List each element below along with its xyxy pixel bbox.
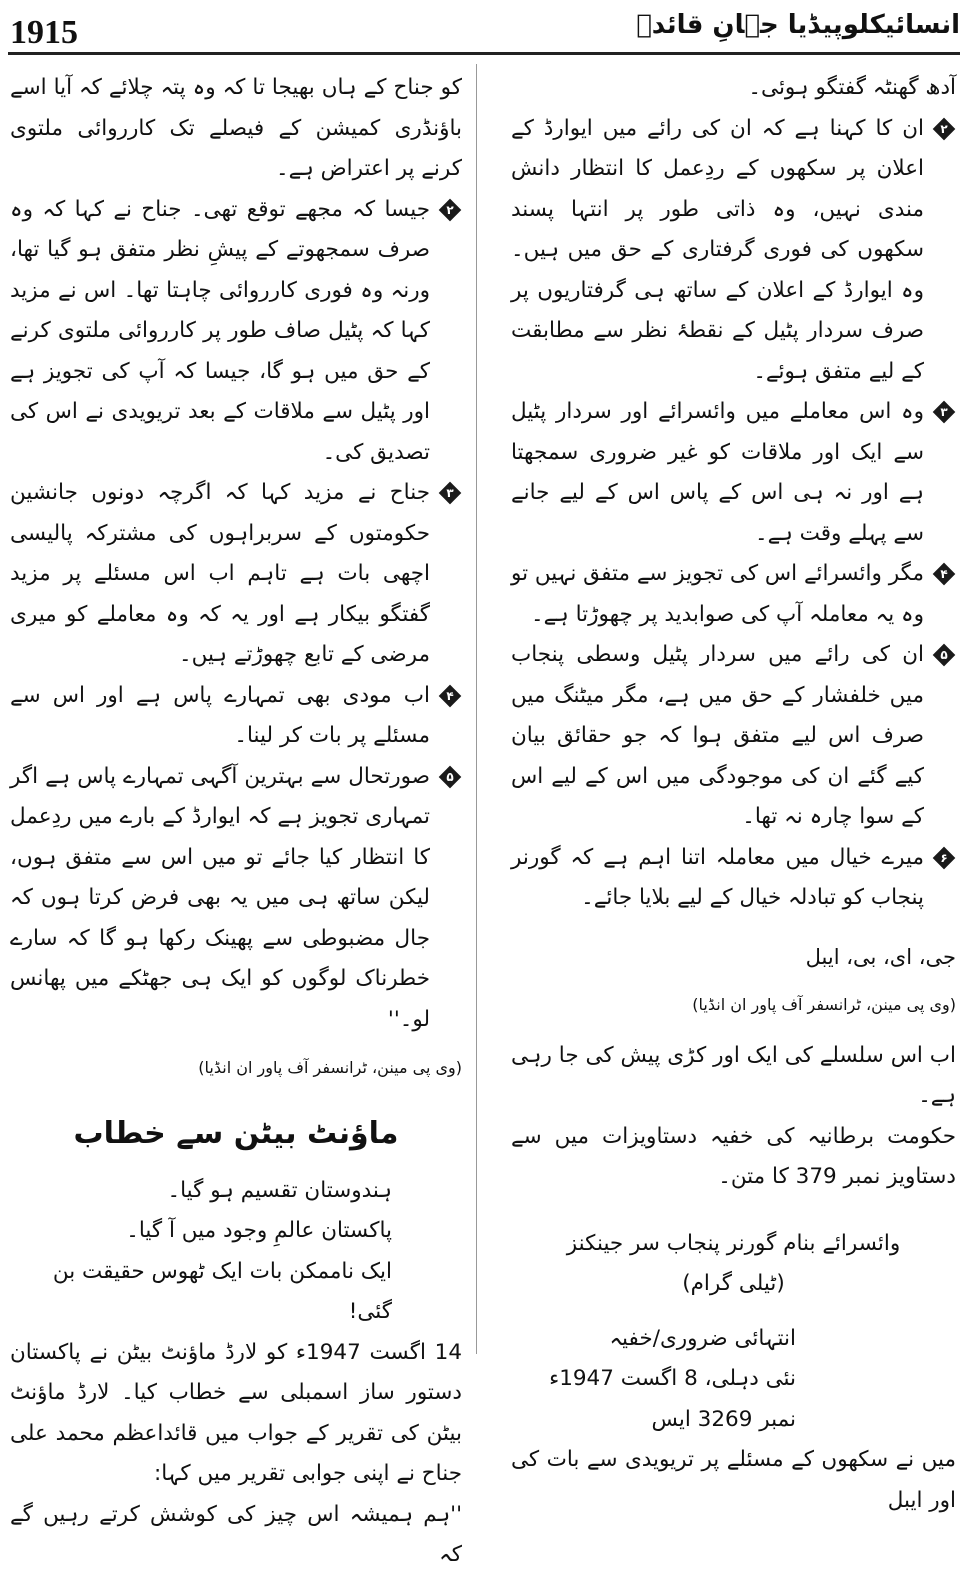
memo-place-date: نئی دہلی، 8 اگست 1947ء	[549, 1366, 796, 1391]
page-number: 1915	[10, 14, 78, 51]
bullet-number-icon: ۳	[438, 481, 462, 505]
column-divider	[476, 64, 477, 1354]
page-header	[0, 0, 968, 58]
verse-line: ایک ناممکن بات ایک ٹھوس حقیقت بن گئی!	[52, 1258, 392, 1324]
signature: جی، ای، بی، ایبل	[805, 944, 956, 969]
paragraph-text: ان کا کہنا ہے کہ ان کی رائے میں ایوارڈ کے اعلان پر سکھوں کے ردِعمل کا انتظار دانش مندی نہیں، وہ ذاتی طور پر انتہا پسند سکھوں کی فوری گرفتاری کے حق میں ہیں۔ وہ ایوارڈ کے اعلان کے ساتھ ہی گرفتاریوں پر صرف سردار پٹیل کے نقطۂ نظر سے مطابقت کے لیے متفق ہوئے۔	[511, 115, 924, 384]
bullet-number-icon: ۴	[932, 562, 956, 586]
book-title: انسائیکلوپیڈیا جہانِ قائدؒ	[636, 10, 960, 40]
paragraph: میں نے سکھوں کے مسئلے پر تریویدی سے بات کی اور ایبل	[511, 1447, 956, 1513]
paragraph: 14 اگست 1947ء کو لارڈ ماؤنٹ بیٹن نے پاکستان دستور ساز اسمبلی سے خطاب کیا۔ لارڈ ماؤنٹ بیٹن کی تقریر کے جواب میں قائداعظم محمد علی جناح نے اپنی جوابی تقریر میں کہا:	[10, 1339, 462, 1486]
memo-classification: انتہائی ضروری/خفیہ	[609, 1325, 796, 1351]
numbered-paragraph	[10, 473, 462, 676]
numbered-paragraph	[511, 392, 956, 554]
numbered-paragraph	[10, 190, 462, 474]
bullet-number-icon: ۲	[438, 198, 462, 222]
bullet-number-icon: ۲	[932, 117, 956, 141]
bullet-number-icon: ۳	[932, 400, 956, 424]
memo-number: نمبر 3269 ایس	[651, 1406, 796, 1432]
left-column	[10, 68, 462, 1576]
paragraph-text: صورتحال سے بہترین آگہی تمہارے پاس ہے اگر تمہاری تجویز ہے کہ ایوارڈ کے بارے میں ردِعمل کا انتظار کیا جائے تو میں اس سے متفق ہوں، لیکن ساتھ ہی میں یہ بھی فرض کرتا ہوں کہ جال مضبوطی سے پھینک رکھا ہو گا کہ سارے خطرناک لوگوں کو ایک ہی جھٹکے میں پھانس لو۔''	[10, 763, 430, 1032]
memo-subtitle: (ٹیلی گرام)	[682, 1271, 785, 1296]
quote-paragraph: ''ہم ہمیشہ اس چیز کی کوشش کرتے رہیں گے کہ	[10, 1501, 462, 1567]
paragraph-text: وہ اس معاملے میں وائسرائے اور سردار پٹیل سے ایک اور ملاقات کو غیر ضروری سمجھتا ہے اور نہ ہی اس کے پاس اس کے لیے جانے سے پہلے وقت ہے۔	[511, 399, 924, 546]
numbered-paragraph	[511, 109, 956, 393]
paragraph-text: اب مودی بھی تمہارے پاس ہے اور اس سے مسئلے پر بات کر لینا۔	[10, 682, 430, 748]
paragraph-text: جیسا کہ مجھے توقع تھی۔ جناح نے کہا کہ وہ صرف سمجھوتے کے پیشِ نظر متفق ہو گیا تھا، ورنہ وہ فوری کارروائی چاہتا تھا۔ اس نے مزید کہا کہ پٹیل صاف طور پر کارروائی ملتوی کرنے کے حق میں ہو گا، جیسا کہ آپ کی تجویز ہے اور پٹیل سے ملاقات کے بعد تریویدی نے اس کی تصدیق کی۔	[10, 196, 430, 465]
memo-title: وائسرائے بنام گورنر پنجاب سر جینکنز	[566, 1230, 901, 1256]
right-column	[511, 68, 956, 1521]
source-citation: (وی پی مینن، ٹرانسفر آف پاور ان انڈیا)	[692, 995, 956, 1014]
paragraph: اب اس سلسلے کی ایک اور کڑی پیش کی جا رہی ہے۔	[511, 1042, 956, 1108]
paragraph: آدھ گھنٹہ گفتگو ہوئی۔	[748, 75, 956, 100]
bullet-number-icon: ۵	[932, 643, 956, 667]
numbered-paragraph	[511, 838, 956, 919]
bullet-number-icon: ۵	[438, 765, 462, 789]
numbered-paragraph	[10, 757, 462, 1041]
paragraph-text: میرے خیال میں معاملہ اتنا اہم ہے کہ گورنر پنجاب کو تبادلہ خیال کے لیے بلایا جائے۔	[511, 844, 924, 910]
paragraph-text: ان کی رائے میں سردار پٹیل وسطی پنجاب میں خلفشار کے حق میں ہے، مگر میٹنگ میں صرف اس لیے متفق ہوا کہ جو حقائق بیان کیے گئے ان کی موجودگی میں اس کے لیے اس کے سوا چارہ نہ تھا۔	[511, 642, 924, 829]
paragraph-text: جناح نے مزید کہا کہ اگرچہ دونوں جانشین حکومتوں کے سربراہوں کی مشترکہ پالیسی اچھی بات ہے تاہم اب اس مسئلے پر مزید گفتگو بیکار ہے اور یہ کہ وہ معاملے کو میری مرضی کے تابع چھوڑتے ہیں۔	[10, 480, 430, 667]
bullet-number-icon: ۶	[932, 846, 956, 870]
verse-line: ہندوستان تقسیم ہو گیا۔	[167, 1177, 392, 1203]
paragraph: حکومت برطانیہ کی خفیہ دستاویزات میں سے دستاویز نمبر 379 کا متن۔	[511, 1123, 956, 1189]
paragraph-text: مگر وائسرائے اس کی تجویز سے متفق نہیں تو وہ یہ معاملہ آپ کی صوابدید پر چھوڑتا ہے۔	[510, 561, 924, 627]
numbered-paragraph	[10, 676, 462, 757]
paragraph: کو جناح کے ہاں بھیجا تا کہ وہ پتہ چلائے کہ آیا اسے باؤنڈری کمیشن کے فیصلے تک کارروائی ملتوی کرنے پر اعتراض ہے۔	[10, 75, 462, 181]
section-heading: ماؤنٹ بیٹن سے خطاب	[73, 1115, 399, 1151]
numbered-paragraph	[511, 554, 956, 635]
numbered-paragraph	[511, 635, 956, 838]
header-rule	[8, 52, 960, 55]
bullet-number-icon: ۴	[438, 684, 462, 708]
source-citation: (وی پی مینن، ٹرانسفر آف پاور ان انڈیا)	[198, 1058, 462, 1077]
verse-line: پاکستان عالمِ وجود میں آ گیا۔	[126, 1218, 392, 1243]
